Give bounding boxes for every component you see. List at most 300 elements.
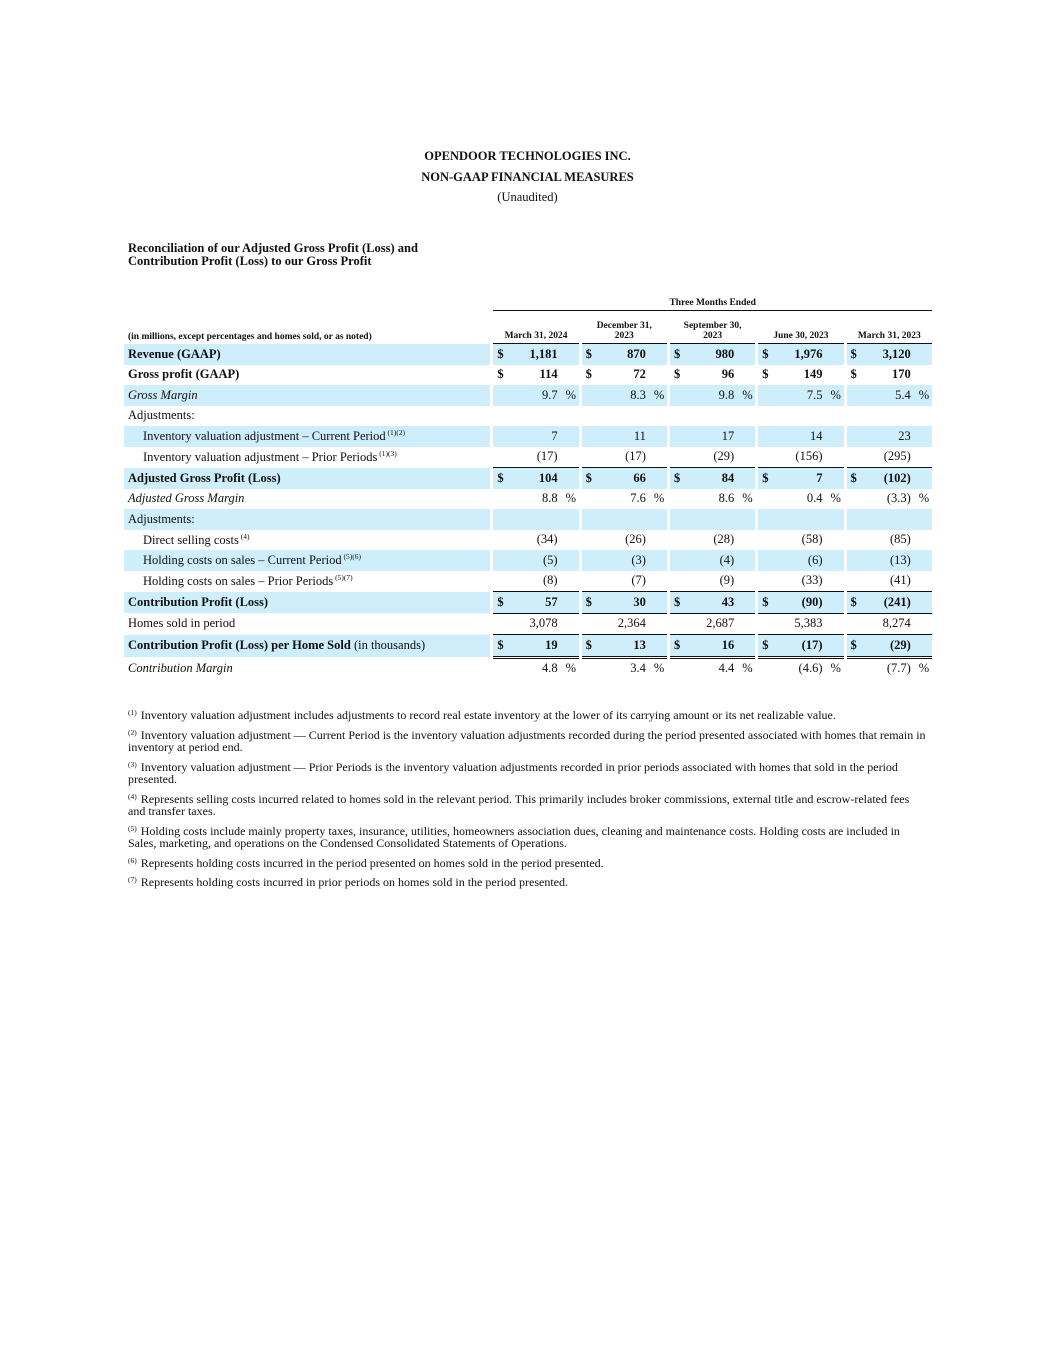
footnote-text: Holding costs include mainly property taxes, insurance, utilities, homeowners association dues, cleaning and maintenance costs. Holding costs are included in Sales, marketing, and operations on the Condensed Consolidated Statements of Operations. — [128, 823, 900, 850]
period-group-row — [124, 296, 932, 311]
table-row-adjustments-1 — [124, 406, 932, 427]
currency-symbol — [582, 571, 598, 592]
cell-suffix — [738, 530, 755, 551]
cell-value: 66 — [598, 468, 650, 489]
cell-suffix — [562, 447, 579, 468]
cell-value: 7.5 — [774, 385, 826, 406]
cell-value: 17 — [686, 426, 738, 447]
row-label-text: Adjustments: — [128, 511, 195, 526]
column-header-line: September 30, — [683, 321, 742, 331]
currency-symbol — [758, 447, 774, 468]
table-row-gross-profit — [124, 365, 932, 386]
footnote — [128, 874, 928, 889]
row-label — [124, 344, 490, 365]
blank-cell — [847, 509, 932, 530]
footnote-mark: (3) — [128, 759, 137, 769]
row-label-text: Contribution Profit (Loss) per Home Sold — [128, 638, 351, 653]
cell-suffix: % — [830, 491, 841, 506]
cell-suffix — [738, 365, 755, 386]
cell-value: (28) — [713, 532, 735, 547]
currency-symbol — [847, 447, 863, 468]
currency-symbol — [758, 489, 774, 510]
column-header-line: June 30, 2023 — [773, 331, 829, 341]
cell-suffix — [738, 550, 755, 571]
footnote-mark: (1) — [128, 708, 137, 717]
row-label — [124, 426, 490, 447]
cell-suffix — [826, 550, 843, 571]
unit-label: (in millions, except percentages and homes sold, or as noted) — [128, 331, 372, 342]
row-label — [124, 550, 490, 571]
currency-symbol — [847, 657, 863, 679]
row-label-text: Adjusted Gross Profit (Loss) — [128, 470, 281, 485]
row-label-text: Gross Margin — [128, 387, 198, 402]
footnote-text: Represents holding costs incurred in the period presented on homes sold in the period presented. — [140, 855, 604, 870]
cell-suffix — [915, 571, 932, 592]
row-label — [124, 530, 490, 551]
column-header-line: December 31, — [596, 321, 652, 331]
cell-suffix — [738, 592, 755, 614]
cell-value: 8,274 — [863, 613, 915, 635]
currency-symbol — [582, 657, 598, 679]
cell-suffix — [915, 550, 932, 571]
currency-symbol: $ — [670, 635, 686, 658]
blank-cell — [493, 509, 578, 530]
currency-symbol: $ — [493, 468, 509, 489]
currency-symbol — [847, 489, 863, 510]
currency-symbol — [758, 385, 774, 406]
cell-suffix — [915, 426, 932, 447]
currency-symbol: $ — [847, 468, 863, 489]
blank-cell — [582, 406, 667, 427]
currency-symbol: $ — [670, 468, 686, 489]
currency-symbol: $ — [758, 344, 774, 365]
currency-symbol: $ — [582, 635, 598, 658]
footnote-ref: (1)(2) — [385, 428, 406, 438]
footnote — [128, 727, 928, 754]
currency-symbol: $ — [670, 344, 686, 365]
cell-suffix — [562, 635, 579, 658]
cell-value: 104 — [509, 468, 561, 489]
cell-suffix — [562, 365, 579, 386]
cell-suffix — [738, 426, 755, 447]
cell-suffix — [738, 344, 755, 365]
cell-value: (13) — [863, 550, 915, 571]
cell-value: (4) — [686, 550, 738, 571]
cell-suffix — [915, 592, 932, 614]
cell-value: 5.4 — [863, 385, 915, 406]
section-title: Reconciliation of our Adjusted Gross Profit (Loss) and Contribution Profit (Loss) to our Gross Profit — [128, 241, 418, 268]
currency-symbol — [670, 657, 686, 679]
cell-value: 2,687 — [686, 613, 738, 635]
currency-symbol — [847, 571, 863, 592]
cell-value: (29) — [686, 447, 738, 468]
table-row-contribution-margin — [124, 657, 932, 679]
column-header — [582, 311, 667, 344]
currency-symbol — [758, 613, 774, 635]
currency-symbol — [670, 385, 686, 406]
currency-symbol: $ — [497, 367, 504, 382]
row-label — [124, 571, 490, 592]
cell-suffix — [738, 447, 755, 468]
currency-symbol — [758, 657, 774, 679]
footnote-ref: (1)(3) — [377, 449, 397, 458]
cell-value: 980 — [686, 344, 738, 365]
cell-suffix: % — [915, 385, 932, 406]
cell-suffix — [650, 635, 667, 658]
currency-symbol — [847, 613, 863, 635]
table-row-holding-prior — [124, 571, 932, 592]
cell-suffix — [915, 530, 932, 551]
currency-symbol — [758, 426, 774, 447]
currency-symbol: $ — [758, 468, 774, 489]
currency-symbol — [847, 385, 863, 406]
cell-value: 8.8 — [541, 491, 558, 506]
cell-value: (5) — [509, 550, 561, 571]
cell-value: 149 — [803, 367, 823, 382]
footnote-mark: (5) — [128, 823, 137, 833]
table-row-adj-gross-margin — [124, 489, 932, 510]
currency-symbol — [582, 447, 598, 468]
cell-value: 1,976 — [774, 344, 826, 365]
cell-suffix — [826, 344, 843, 365]
currency-symbol — [670, 489, 686, 510]
currency-symbol — [493, 489, 509, 510]
cell-value: (6) — [774, 550, 826, 571]
cell-suffix: % — [738, 385, 755, 406]
currency-symbol — [670, 447, 686, 468]
row-label-text: Inventory valuation adjustment – Prior Periods — [143, 450, 378, 464]
row-label — [124, 592, 490, 614]
currency-symbol — [582, 489, 598, 510]
footnote — [128, 855, 928, 870]
cell-value: (3.3) — [886, 491, 911, 506]
table-row-adjustments-2 — [124, 509, 932, 530]
currency-symbol — [758, 550, 774, 571]
cell-suffix — [826, 365, 843, 386]
footnote — [128, 759, 928, 786]
cell-suffix — [562, 613, 579, 635]
cell-value: 9.7 — [509, 385, 561, 406]
cell-value: 96 — [721, 367, 735, 382]
cell-value: 16 — [686, 635, 738, 658]
cell-value: 3,078 — [509, 613, 561, 635]
cell-value: (9) — [686, 571, 738, 592]
currency-symbol: $ — [493, 344, 509, 365]
cell-value: 5,383 — [774, 613, 826, 635]
currency-symbol: $ — [762, 367, 769, 382]
footnote — [128, 791, 928, 818]
cell-value: (4.6) — [798, 661, 823, 676]
cell-value: 7 — [509, 426, 561, 447]
currency-symbol: $ — [758, 592, 774, 614]
cell-suffix — [738, 613, 755, 635]
cell-suffix — [562, 344, 579, 365]
cell-suffix — [826, 530, 843, 551]
currency-symbol — [758, 571, 774, 592]
cell-suffix — [738, 468, 755, 489]
cell-suffix — [562, 468, 579, 489]
cell-value: 30 — [598, 592, 650, 614]
cell-suffix: % — [653, 661, 665, 676]
cell-value: (7.7) — [886, 661, 911, 676]
currency-symbol — [582, 613, 598, 635]
cell-value: 7.6 — [630, 491, 646, 506]
cell-value: 57 — [509, 592, 561, 614]
cell-suffix — [738, 635, 755, 658]
currency-symbol — [582, 385, 598, 406]
currency-symbol: $ — [850, 367, 857, 382]
blank-cell — [124, 296, 490, 311]
cell-suffix — [826, 635, 843, 658]
footnote-mark: (6) — [128, 855, 137, 865]
cell-suffix — [915, 344, 932, 365]
blank-cell — [847, 406, 932, 427]
cell-value: (17) — [509, 447, 561, 468]
row-label-text: Holding costs on sales – Prior Periods — [143, 574, 334, 588]
currency-symbol — [493, 613, 509, 635]
cell-value: 11 — [598, 426, 650, 447]
column-header-line: 2023 — [703, 331, 723, 341]
row-label — [124, 406, 490, 427]
cell-value: (33) — [774, 571, 826, 592]
cell-suffix — [915, 613, 932, 635]
cell-suffix — [915, 447, 932, 468]
column-header — [493, 311, 578, 344]
currency-symbol — [847, 550, 863, 571]
cell-suffix — [562, 571, 579, 592]
footnote — [128, 823, 928, 850]
currency-symbol — [847, 530, 863, 551]
column-header-line: March 31, 2024 — [504, 331, 568, 341]
footnote-text: Represents holding costs incurred in prior periods on homes sold in the period presented. — [140, 875, 568, 889]
cell-value: (17) — [598, 447, 650, 468]
cell-suffix — [650, 468, 667, 489]
row-label — [124, 365, 490, 386]
currency-symbol: $ — [847, 344, 863, 365]
cell-suffix — [826, 613, 843, 635]
footnote-ref: (4) — [238, 531, 250, 541]
currency-symbol — [670, 571, 686, 592]
footnote — [128, 707, 928, 722]
currency-symbol: $ — [585, 367, 592, 382]
cell-value: (295) — [863, 447, 915, 468]
currency-symbol — [670, 550, 686, 571]
company-name: OPENDOOR TECHNOLOGIES INC. — [424, 149, 631, 163]
row-label-text: Adjustments: — [128, 408, 195, 423]
currency-symbol: $ — [758, 635, 774, 658]
row-label-text: Gross profit (GAAP) — [128, 367, 240, 382]
row-label-note: (in thousands) — [350, 638, 426, 653]
blank-cell — [582, 509, 667, 530]
column-header-line: 2023 — [614, 331, 634, 341]
currency-symbol — [493, 385, 509, 406]
cell-value: (26) — [625, 532, 646, 547]
row-label-text: Homes sold in period — [128, 616, 236, 631]
cell-value: 2,364 — [598, 613, 650, 635]
currency-symbol: $ — [670, 592, 686, 614]
cell-value: (8) — [509, 571, 561, 592]
cell-suffix — [826, 468, 843, 489]
cell-suffix: % — [826, 385, 843, 406]
blank-cell — [758, 406, 843, 427]
currency-symbol — [847, 426, 863, 447]
cell-suffix: % — [653, 491, 665, 506]
cell-suffix: % — [562, 385, 579, 406]
row-label — [124, 447, 490, 468]
row-label-text: Revenue (GAAP) — [128, 346, 221, 361]
column-header-line: March 31, 2023 — [857, 331, 921, 341]
cell-value: (41) — [863, 571, 915, 592]
cell-value: (7) — [598, 571, 650, 592]
currency-symbol — [493, 657, 509, 679]
blank-cell — [758, 509, 843, 530]
column-header — [670, 311, 755, 344]
currency-symbol: $ — [582, 592, 598, 614]
currency-symbol — [493, 426, 509, 447]
cell-value: (29) — [863, 635, 915, 658]
footnote-ref: (5)(6) — [341, 552, 361, 562]
table-row-revenue — [124, 344, 932, 365]
table-row-adj-gross-profit — [124, 468, 932, 489]
cell-suffix — [650, 344, 667, 365]
cell-suffix — [826, 592, 843, 614]
currency-symbol: $ — [847, 592, 863, 614]
report-subtitle: (Unaudited) — [497, 190, 558, 204]
cell-value: 43 — [686, 592, 738, 614]
cell-value: 4.8 — [541, 661, 558, 676]
footnotes — [128, 707, 928, 894]
table-row-inv-prior — [124, 447, 932, 468]
cell-suffix — [650, 530, 667, 551]
cell-value: 0.4 — [806, 491, 823, 506]
footnote-text: Inventory valuation adjustment includes adjustments to record real estate inventory at the lower of its carrying amount or its net realizable value. — [140, 708, 836, 722]
cell-value: 170 — [892, 367, 911, 382]
cell-suffix — [826, 571, 843, 592]
period-group-label: Three Months Ended — [493, 296, 932, 311]
cell-suffix — [915, 468, 932, 489]
currency-symbol — [758, 530, 774, 551]
cell-value: (3) — [598, 550, 650, 571]
cell-value: (241) — [863, 592, 915, 614]
cell-suffix — [650, 592, 667, 614]
row-label — [124, 385, 490, 406]
currency-symbol: $ — [673, 367, 681, 382]
table-row-gross-margin — [124, 385, 932, 406]
cell-suffix — [562, 530, 579, 551]
cell-value: 3.4 — [630, 661, 646, 676]
column-header — [758, 311, 843, 344]
row-label-text: Contribution Margin — [128, 660, 233, 675]
cell-suffix — [915, 365, 932, 386]
cell-value: (58) — [801, 532, 823, 547]
cell-suffix: % — [565, 491, 577, 506]
currency-symbol — [582, 426, 598, 447]
cell-suffix: % — [918, 661, 930, 676]
row-label — [124, 489, 490, 510]
cell-suffix — [562, 550, 579, 571]
row-label-text: Inventory valuation adjustment – Current Period — [143, 429, 386, 444]
report-title: NON-GAAP FINANCIAL MEASURES — [421, 170, 634, 184]
currency-symbol: $ — [582, 468, 598, 489]
cell-value: 4.4 — [718, 661, 735, 676]
currency-symbol: $ — [493, 592, 509, 614]
currency-symbol: $ — [493, 635, 509, 658]
cell-value: 14 — [774, 426, 826, 447]
cell-suffix: % — [918, 491, 930, 506]
cell-value: 114 — [539, 367, 558, 382]
footnote-mark: (2) — [128, 727, 137, 737]
footnote-text: Inventory valuation adjustment — Current Period is the inventory valuation adjustments recorded during the period presented associated with homes that remain in inventory at period end. — [128, 727, 926, 754]
cell-suffix — [826, 447, 843, 468]
cell-value: 870 — [598, 344, 650, 365]
currency-symbol — [582, 550, 598, 571]
blank-cell — [670, 509, 755, 530]
cell-value: 13 — [598, 635, 650, 658]
cell-value: 8.6 — [718, 491, 735, 506]
blank-cell — [493, 406, 578, 427]
cell-value: 1,181 — [509, 344, 561, 365]
currency-symbol: $ — [582, 344, 598, 365]
currency-symbol — [670, 613, 686, 635]
footnote-ref: (5)(7) — [333, 573, 353, 582]
currency-symbol — [670, 530, 686, 551]
cell-suffix: % — [742, 491, 753, 506]
currency-symbol — [493, 530, 509, 551]
reconciliation-table — [124, 296, 932, 679]
table-row-contribution-profit — [124, 592, 932, 614]
row-label-text: Direct selling costs — [143, 532, 239, 547]
row-label — [124, 635, 490, 658]
cell-value: 7 — [774, 468, 826, 489]
cell-value: 72 — [633, 367, 646, 382]
row-label-text: Adjusted Gross Margin — [128, 491, 245, 506]
footnote-text: Represents selling costs incurred related to homes sold in the relevant period. This primarily includes broker commissions, external title and escrow-related fees and transfer taxes. — [128, 791, 910, 818]
row-label — [124, 657, 490, 679]
blank-cell — [670, 406, 755, 427]
row-label — [124, 468, 490, 489]
row-label-text: Holding costs on sales – Current Period — [143, 553, 342, 568]
currency-symbol — [670, 426, 686, 447]
cell-value: (90) — [774, 592, 826, 614]
column-header-row — [124, 311, 932, 344]
cell-value: 19 — [509, 635, 561, 658]
cell-suffix — [562, 592, 579, 614]
cell-value: 9.8 — [686, 385, 738, 406]
row-label-text: Contribution Profit (Loss) — [128, 594, 269, 609]
table-row-cp-per-home — [124, 635, 932, 658]
column-header — [847, 311, 932, 344]
cell-value: 3,120 — [863, 344, 915, 365]
table-row-holding-current — [124, 550, 932, 571]
currency-symbol — [582, 530, 598, 551]
currency-symbol: $ — [847, 635, 863, 658]
cell-suffix: % — [650, 385, 667, 406]
cell-suffix — [915, 635, 932, 658]
cell-suffix — [562, 426, 579, 447]
currency-symbol — [493, 550, 509, 571]
table-row-inv-current — [124, 426, 932, 447]
cell-value: (156) — [774, 447, 826, 468]
footnote-mark: (4) — [128, 791, 137, 801]
cell-value: 23 — [863, 426, 915, 447]
row-label — [124, 613, 490, 635]
currency-symbol — [493, 571, 509, 592]
cell-suffix — [650, 550, 667, 571]
cell-suffix — [650, 447, 667, 468]
cell-suffix — [650, 571, 667, 592]
cell-value: (34) — [536, 532, 558, 547]
cell-suffix — [738, 571, 755, 592]
